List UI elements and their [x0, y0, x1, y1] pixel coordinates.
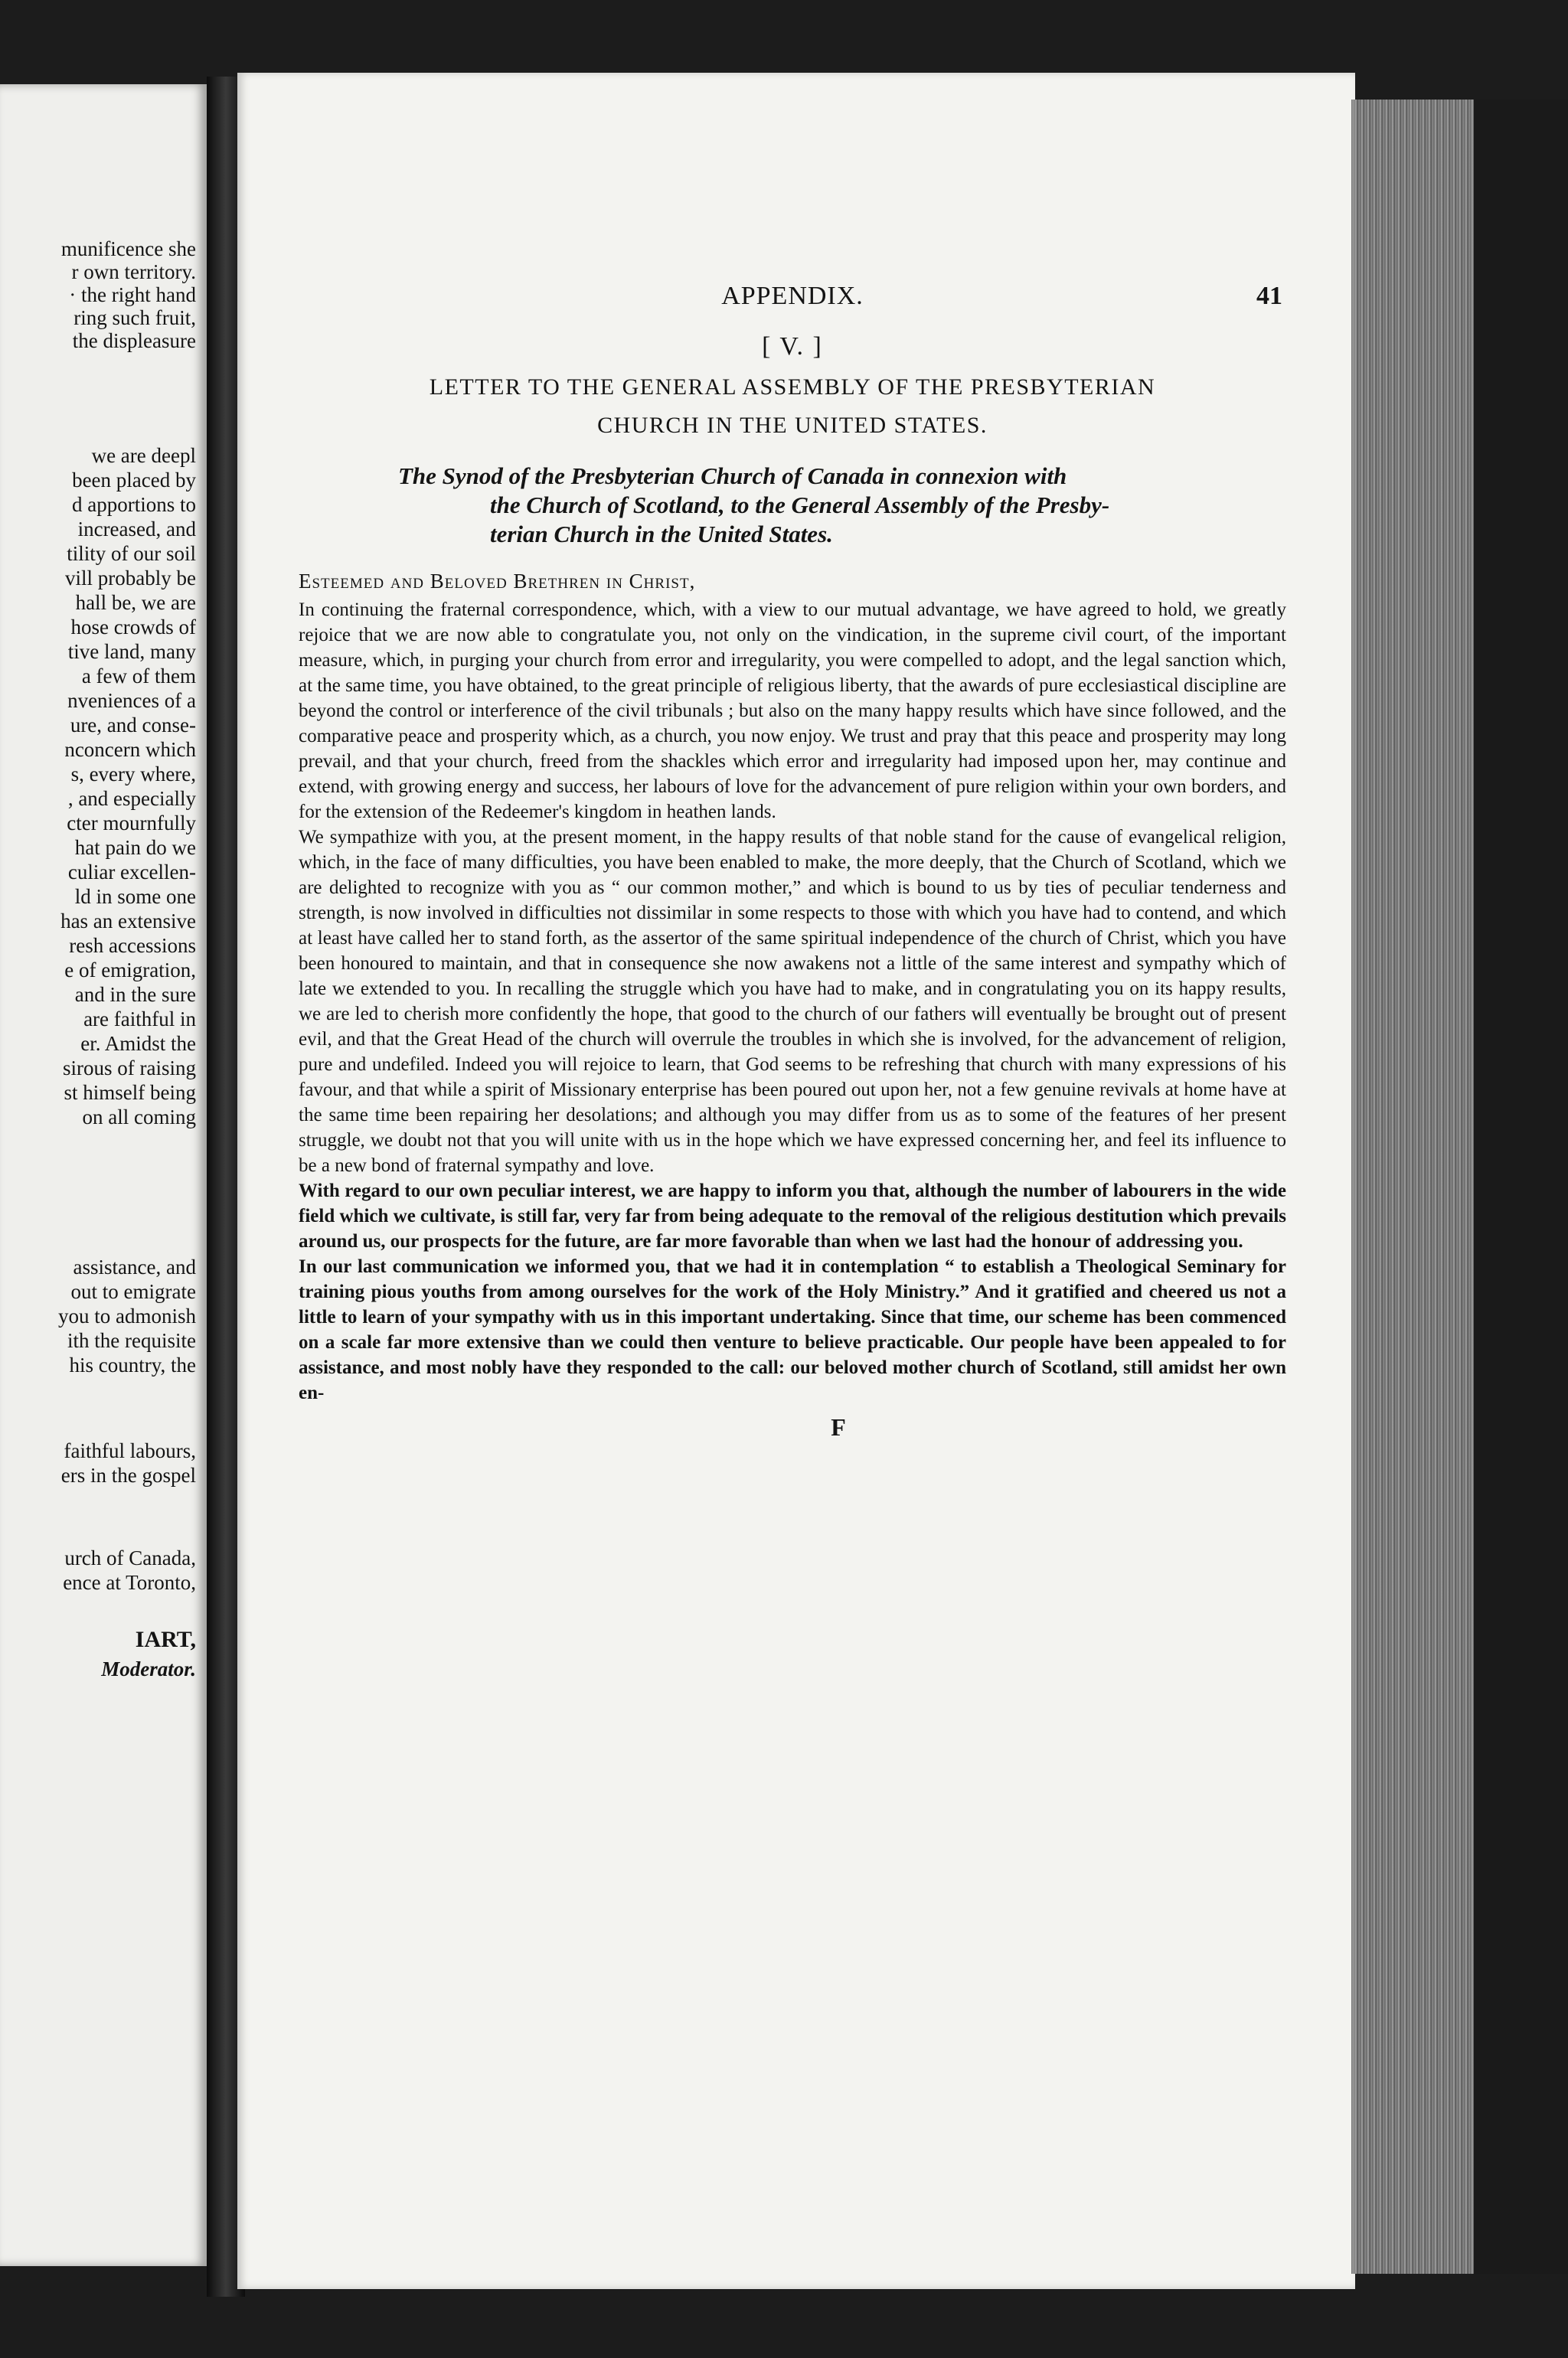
running-head	[299, 283, 1286, 329]
letter-title	[299, 368, 1286, 445]
previous-page-line: ence at Toronto,	[63, 1571, 196, 1594]
previous-page-line: hall be, we are	[75, 591, 196, 614]
subtitle-line-3: terian Church in the United States.	[490, 521, 833, 547]
previous-page-line: you to admonish	[58, 1305, 196, 1328]
previous-page-line: tive land, many	[67, 640, 196, 663]
letter-title-line-2: CHURCH IN THE UNITED STATES.	[597, 413, 988, 438]
previous-page-line: IART,	[135, 1627, 196, 1652]
previous-page	[0, 84, 207, 2266]
previous-page-line: munificence she	[60, 237, 196, 260]
page-edges	[1351, 100, 1474, 2274]
previous-page-line: a few of them	[81, 665, 196, 687]
letter-subtitle	[398, 462, 1286, 549]
previous-page-line: vill probably be	[65, 567, 196, 590]
previous-page-line: hat pain do we	[74, 836, 196, 859]
paragraph-2: We sympathize with you, at the present moment, in the happy results of that noble stand for the cause of evangelical religion, which, in the face of many difficulties, you have been enabled to make, the more deeply, that the Church of Scotland, which we are delighted to recognize with you as “ our common mother,” and which is bound to us by ties of peculiar tenderness and strength, is now involved in difficulties not dissimilar in some respects to those with which you have had to contend, and which at least have called her to stand forth, as the assertor of the same spiritual independence of the church of Christ, which you have been honoured to maintain, and that in consequence she now awakens not a little of the same interest and sympathy which of late we extended to you. In recalling the struggle which you have had to make, and in congratulating you on its happy results, we are led to cherish more confidently the hope, that good to the church of our fathers will eventually be brought out of present evil, and that the Great Head of the church will overrule the troubles in which she is involved, for the advancement of religion, pure and undefiled. Indeed you will rejoice to learn, that God seems to be refreshing that church with many expressions of his favour, and that while a spirit of Missionary enterprise has been poured out upon her, not a few genuine revivals at home have at the same time been repairing her desolations; and although you may differ from us as to some of the features of her present struggle, we doubt not that you will unite with us in the hope which we have expressed concerning her, and feel its influence to be a new bond of fraternal sympathy and love.	[299, 827, 1286, 1176]
previous-page-line: been placed by	[72, 469, 196, 492]
paragraph-1: In continuing the fraternal correspondence, which, with a view to our mutual advantage, we have agreed to hold, we greatly rejoice that we are now able to congratulate you, not only on the vindication, in the supreme civil court, of the important measure, which, in purging your church from error and irregularity, you were compelled to adopt, and the legal sanction which, at the same time, you have obtained, to the great principle of religious liberty, that the awards of pure ecclesiastical discipline are beyond the control or interference of the civil tribunals ; but also on the many happy results which have since followed, and the comparative peace and prosperity which, as a church, you now enjoy. We trust and pray that this peace and prosperity may long prevail, and that your church, freed from the shackles which error and irregularity had imposed upon her, may continue and extend, with growing energy and success, her labours of love for the advancement of pure religion within your own borders, and for the extension of the Redeemer's kingdom in heathen lands.	[299, 599, 1286, 822]
previous-page-line: culiar excellen-	[67, 861, 196, 883]
previous-page-line: ers in the gospel	[60, 1464, 196, 1487]
previous-page-line: assistance, and	[73, 1256, 196, 1279]
previous-page-line: we are deepl	[91, 444, 196, 467]
previous-page-line: ring such fruit,	[74, 306, 196, 329]
previous-page-line: s, every where,	[70, 763, 196, 785]
previous-page-line: resh accessions	[69, 934, 196, 957]
previous-page-line: urch of Canada,	[64, 1546, 196, 1569]
previous-page-line: hose crowds of	[70, 616, 196, 638]
page-number: 41	[1256, 282, 1282, 310]
previous-page-line: er. Amidst the	[80, 1032, 196, 1055]
previous-page-line: sirous of raising	[63, 1057, 196, 1079]
previous-page-line: ure, and conse-	[70, 714, 196, 736]
previous-page-line: on all coming	[82, 1106, 196, 1128]
paragraph-3: With regard to our own peculiar interest, we are happy to inform you that, although the number of labourers in the wide field which we cultivate, is still far, very far from being adequate to the removal of the religious destitution which prevails around us, our prospects for the future, are far more favorable than when we last had the honour of addressing you.	[299, 1181, 1286, 1252]
signature-mark: F	[831, 1413, 846, 1441]
previous-page-line: increased, and	[77, 518, 196, 541]
section-number: [ V. ]	[762, 332, 823, 361]
previous-page-line: out to emigrate	[70, 1280, 196, 1303]
subtitle-line-2: the Church of Scotland, to the General Assembly of the Presby-	[490, 492, 1110, 518]
previous-page-line: ith the requisite	[67, 1329, 196, 1352]
salutation: Esteemed and Beloved Brethren in Christ,	[299, 570, 696, 593]
previous-page-line: nveniences of a	[67, 689, 196, 712]
page-content	[299, 283, 1286, 1440]
running-title: APPENDIX.	[721, 282, 864, 310]
previous-page-line: Moderator.	[101, 1657, 196, 1680]
previous-page-line: cter mournfully	[67, 812, 196, 834]
previous-page-line: faithful labours,	[64, 1439, 196, 1462]
previous-page-line: the displeasure	[72, 329, 196, 352]
subtitle-line-1: The Synod of the Presbyterian Church of Canada in connexion with	[398, 462, 1067, 489]
paragraph-4: In our last communication we informed you, that we had it in contemplation “ to establish a Theological Seminary for training pious youths from among ourselves for the work of the Holy Ministry.” And it gratified and cheered us not a little to learn of your sympathy with us in this important undertaking. Since that time, our scheme has been commenced on a scale far more extensive than we could then venture to believe practicable. Our people have been appealed to for assistance, and most nobly have they responded to the call: our beloved mother church of Scotland, still amidst her own en-	[299, 1256, 1286, 1403]
previous-page-line: tility of our soil	[67, 542, 196, 565]
previous-page-line: has an extensive	[60, 910, 196, 932]
letter-title-line-1: LETTER TO THE GENERAL ASSEMBLY OF THE PRESBYTERIAN	[429, 374, 1156, 400]
book-cover-edge	[1474, 100, 1568, 2274]
previous-page-line: nconcern which	[64, 738, 196, 761]
previous-page-line: r own territory.	[71, 260, 196, 283]
previous-page-line: e of emigration,	[64, 959, 196, 981]
previous-page-line: st himself being	[64, 1081, 196, 1104]
previous-page-line: ld in some one	[74, 885, 196, 908]
previous-page-line: · the right hand	[69, 283, 196, 306]
previous-page-line: d apportions to	[72, 493, 196, 516]
previous-page-line: are faithful in	[83, 1008, 196, 1030]
previous-page-line: , and especially	[67, 787, 196, 810]
previous-page-line: and in the sure	[74, 983, 196, 1006]
previous-page-line: his country, the	[69, 1354, 196, 1377]
